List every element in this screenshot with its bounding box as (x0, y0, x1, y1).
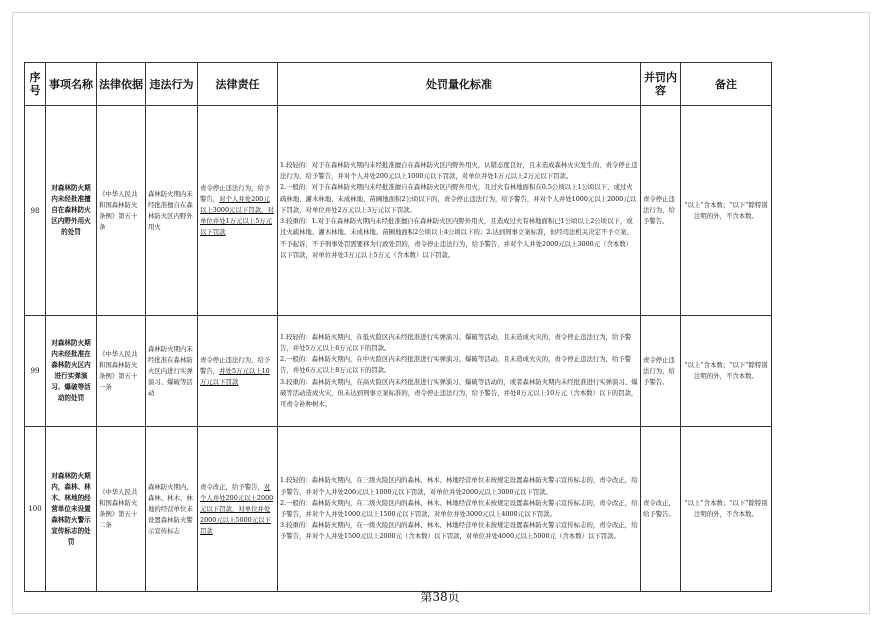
standard-level-light: 1.较轻的：森林防火期内，在三级火险区内的森林、林木、林地经营单位未按规定设置森林防火警示宣传标志的，责令改正，给予警告，并对个人并处200元以上1000元以下罚款，对单位并处2000元以上3000元以下罚款。 (280, 476, 638, 496)
liability-text: 责令停止违法行为，给予警告， (200, 184, 271, 203)
table-row (25, 106, 772, 316)
row-concurrent: 责令停止违法行为，给予警告。 (641, 106, 681, 316)
row-standard (278, 316, 641, 427)
header-row (25, 63, 772, 106)
row-violation: 森林防火期内未经批准擅自在森林防火区内野外用火 (146, 106, 198, 316)
row-seq: 99 (25, 316, 46, 427)
liability-fine-text: 并处5万元以上10万元以下罚款 (200, 366, 270, 386)
header-name: 事项名称 (46, 63, 97, 106)
row-remark: “以上”含本数；“以下”除特别注明的外，不含本数。 (681, 427, 772, 592)
row-remark: “以上”含本数；“以下”除特别注明的外，不含本数。 (681, 106, 772, 316)
row-concurrent: 责令停止违法行为，给予警告。 (641, 316, 681, 427)
header-standard: 处罚量化标准 (278, 63, 641, 106)
row-item-name: 对森林防火期内未经批准在森林防火区内进行实弹演习、爆破等活动的处罚 (46, 316, 97, 427)
standard-level-severe: 3.较重的：1.对于在森林防火期内未经批准擅自在森林防火区内野外用火，且造成过火有林地面积已1公顷以上2公顷以下，或过火疏林地、灌木林地、未成林地、苗圃地面积2公顷以上4公顷以下的；2.达到刑事立案标准，但经司法机关决定不予立案、不予起诉，不予刑事处罚需要移为行政处罚的，责令停止违法行为，给予警告，并对个人并处2000元以上3000元（含本数）以下罚款，对单位并处3万元以上5万元（含本数）以下罚款。 (280, 217, 633, 259)
row-standard (278, 106, 641, 316)
standard-level-severe: 3.较重的：森林防火期内，在一级火险区内的森林、林木、林地经营单位未按规定设置森林防火警示宣传标志的，责令改正，给予警告，并对个人并处1500元以上2000元（含本数）以下罚款，对单位并处4000元以上5000元（含本数）以下罚款。 (280, 521, 638, 541)
header-concurrent: 并罚内容 (641, 63, 681, 106)
row-liability (198, 106, 278, 316)
standard-level-normal: 2.一般的：森林防火期内，在中火险区内未经批准进行实弹演习、爆破等活动，且未造成火灾的，责令停止违法行为，给予警告，并处6万元以上8万元以下的罚款。 (280, 355, 632, 375)
penalty-table (24, 62, 772, 592)
standard-level-light: 1.较轻的：森林防火期内，在低火险区内未经批准进行实弹演习、爆破等活动，且未造成火灾的，责令停止违法行为，给予警告，并处5万元以上6万元以下的罚款。 (280, 332, 632, 352)
liability-text: 责令停止违法行为，给予警告， (200, 355, 271, 375)
row-standard (278, 427, 641, 592)
page-number: 第38页 (420, 590, 460, 604)
row-item-name: 对森林防火期内未经批准擅自在森林防火区内野外用火的处罚 (46, 106, 97, 316)
row-legal-basis: 《中华人民共和国森林防火条例》第五十二条 (97, 427, 146, 592)
row-seq: 98 (25, 106, 46, 316)
row-legal-basis: 《中华人民共和国森林防火条例》第五十条 (97, 106, 146, 316)
row-violation: 森林防火期内未经批准在森林防火区内进行实弹演习、爆破等活动 (146, 316, 198, 427)
standard-level-normal: 2.一般的：森林防火期内，在二级火险区内的森林、林木、林地经营单位未按规定设置森林防火警示宣传标志的，责令改正，给予警告，并对个人并处1000元以上1500元以下罚款，对单位并处3000元以上4000元以下罚款。 (280, 498, 638, 518)
row-liability (198, 316, 278, 427)
header-remark: 备注 (681, 63, 772, 106)
header-basis: 法律依据 (97, 63, 146, 106)
liability-fine-text: 对个人并处200元以上2000元以下罚款，对单位并处2000元以上5000元以下罚款 (200, 482, 274, 535)
row-violation: 森林防火期内，森林、林木、林地的经营单位未设置森林防火警示宣传标志 (146, 427, 198, 592)
header-liability: 法律责任 (198, 63, 278, 106)
row-item-name: 对森林防火期内，森林、林木、林地的经营单位未设置森林防火警示宣传标志的处罚 (46, 427, 97, 592)
row-liability (198, 427, 278, 592)
row-legal-basis: 《中华人民共和国森林防火条例》第五十一条 (97, 316, 146, 427)
standard-level-normal: 2.一般的：对于在森林防火期内未经批准擅自在森林防火区内野外用火，且过火有林地面积在0.5公顷以上1公顷以下，或过火疏林地、灌木林地、未成林地、苗圃地面积2公顷以下的，责令停止违法行为，给予警告，并对个人并处1000元以上2000元以下罚款，对单位并处2万元以上3万元以下罚款。 (280, 183, 637, 214)
standard-level-light: 1.较轻的：对于在森林防火期内未经批准擅自在森林防火区内野外用火，认错态度良好，且未造成森林火灾发生的，责令停止违法行为，给予警告，并对个人并处200元以上1000元以下罚款，对单位并处1万元以上2万元以下罚款。 (280, 161, 638, 181)
table-row (25, 427, 772, 592)
header-seq: 序号 (25, 63, 46, 106)
row-concurrent: 责令改正，给予警告。 (641, 427, 681, 592)
standard-level-severe: 3.较重的：森林防火期内，在高火险区内未经批准进行实弹演习、爆破等活动的，或者森林防火期内未经批准进行实弹演习、爆破等活动造成火灾，但未达到刑事立案标准的，责令停止违法行为，给予警告，并处8万元以上10万元（含本数）以下的罚款，可责令补种树木。 (280, 377, 638, 408)
liability-fine-text: 对个人并处200元以上3000元以下罚款，对单位并处1万元以上5万元以下罚款 (200, 195, 274, 236)
row-seq: 100 (25, 427, 46, 592)
row-remark: “以上”含本数；“以下”除特别注明的外，不含本数。 (681, 316, 772, 427)
table-row (25, 316, 772, 427)
liability-text: 责令改正，给予警告， (200, 482, 264, 491)
header-act: 违法行为 (146, 63, 198, 106)
